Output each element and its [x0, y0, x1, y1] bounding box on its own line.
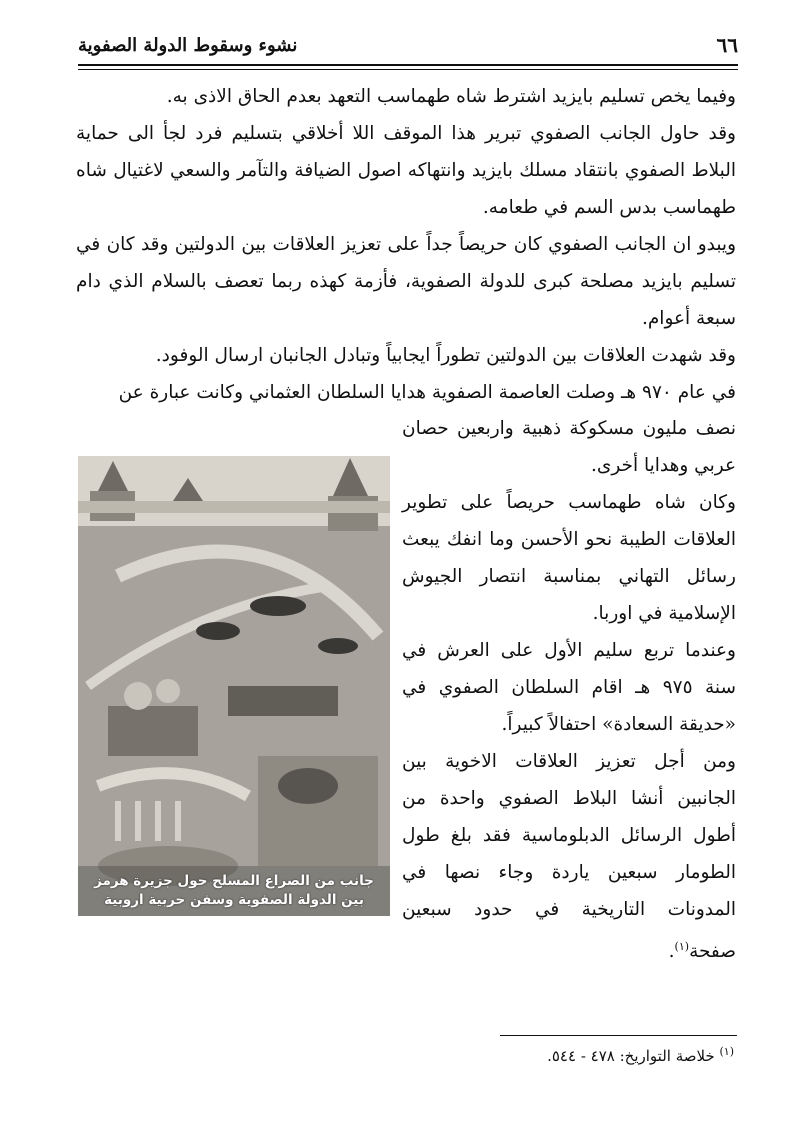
- footnote-reference[interactable]: (١): [674, 940, 690, 953]
- running-title: نشوء وسقوط الدولة الصفوية: [78, 34, 298, 56]
- paragraph: وكان شاه طهماسب حريصاً على تطوير العلاقات الطيبة نحو الأحسن وما انفك يبعث رسائل التهاني بمناسبة انتصار الجيوش الإسلامية في اوربا.: [402, 492, 736, 624]
- footnote: [547, 1045, 734, 1065]
- footnote-rule: [500, 1035, 737, 1036]
- paragraph: وقد حاول الجانب الصفوي تبرير هذا الموقف اللا أخلاقي بتسليم فرد لجأ الى حماية البلاط الصفوي بانتقاد مسلك بايزيد وانتهاكه اصول الضيافة والتآمر والسعي لاغتيال شاه طهماسب بدس السم في طعامه.: [76, 123, 736, 218]
- paragraph: وقد شهدت العلاقات بين الدولتين تطوراً ايجابياً وتبادل الجانبان ارسال الوفود.: [155, 345, 736, 366]
- painting-illustration: [78, 456, 390, 916]
- paragraph-end: .: [668, 941, 675, 963]
- paragraph: وعندما تربع سليم الأول على العرش في سنة ٩٧٥ هـ اقام السلطان الصفوي في «حديقة السعادة» احتفالاً كبيراً.: [402, 640, 736, 735]
- footnote-mark: (١): [719, 1045, 734, 1058]
- paragraph-text: ومن أجل تعزيز العلاقات الاخوية بين الجانبين أنشا البلاط الصفوي واحدة من أطول الرسائل الدبلوماسية فقد بلغ طول الطومار سبعين ياردة وجاء نصها في المدونات التاريخية في حدود سبعين صفحة: [402, 751, 736, 963]
- header-rule-thin: [78, 69, 738, 70]
- paragraph: [402, 743, 736, 970]
- footnote-text: خلاصة التواريخ: ٤٧٨ - ٥٤٤.: [547, 1047, 715, 1065]
- paragraph: نصف مليون مسكوكة ذهبية واربعين حصان عربي وهدايا أخرى.: [402, 418, 736, 476]
- page-number: ٦٦: [716, 33, 738, 57]
- paragraph: ويبدو ان الجانب الصفوي كان حريصاً جداً على تعزيز العلاقات بين الدولتين وقد كان في تسليم بايزيد مصلحة كبرى للدولة الصفوية، فأزمة كهذه ربما تعصف بالسلام الذي دام سبعة أعوام.: [76, 234, 736, 329]
- paragraph: وفيما يخص تسليم بايزيد اشترط شاه طهماسب التعهد بعدم الحاق الاذى به.: [166, 86, 736, 107]
- header-rule: [78, 64, 738, 66]
- figure-caption: جانب من الصراع المسلح حول جزيرة هرمز بين الدولة الصفوية وسفن حربية اروبية: [78, 866, 390, 916]
- running-header: [78, 30, 738, 60]
- body-text-beside-figure: [402, 410, 736, 970]
- paragraph: في عام ٩٧٠ هـ وصلت العاصمة الصفوية هدايا السلطان العثماني وكانت عبارة عن: [118, 382, 736, 403]
- miniature-painting: [78, 456, 390, 916]
- body-text-full-width: [76, 78, 736, 411]
